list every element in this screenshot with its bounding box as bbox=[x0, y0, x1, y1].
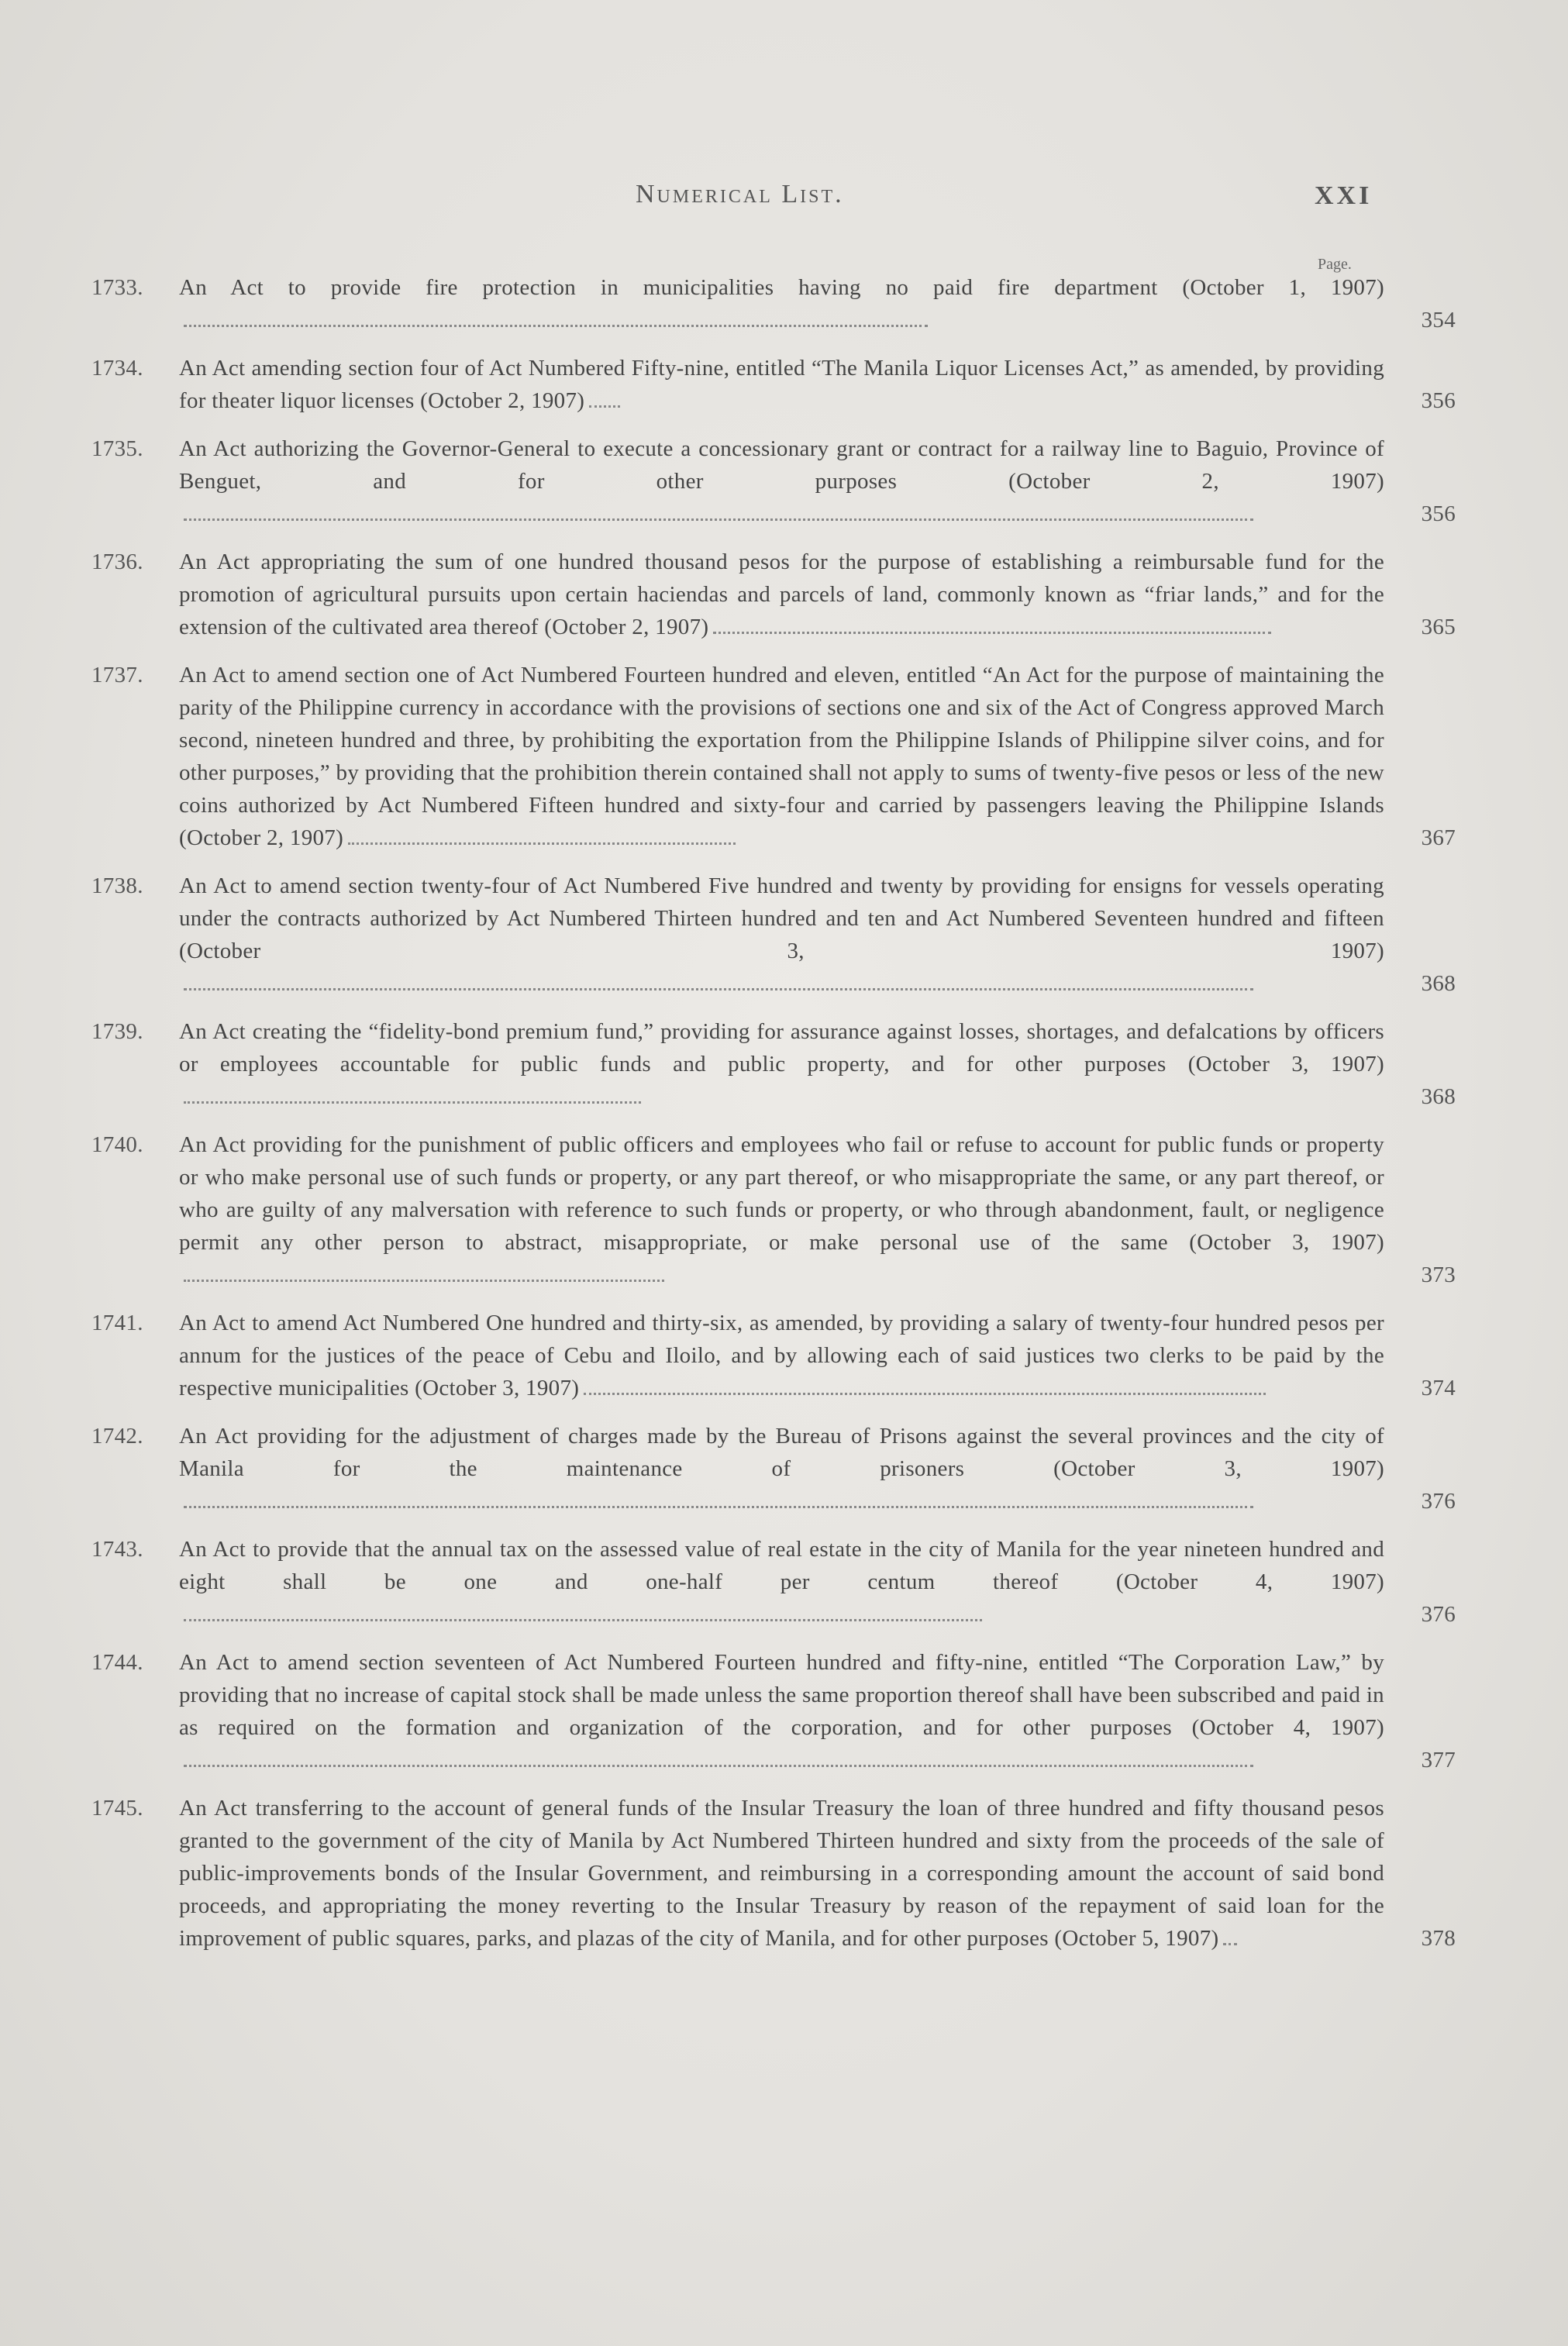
entry-number: 1733. bbox=[91, 275, 143, 300]
entry-number: 1734. bbox=[91, 356, 143, 381]
entry-page-number: 376 bbox=[1421, 1489, 1456, 1514]
entry-description: An Act to amend Act Numbered One hundred and thirty-six, as amended, by providing a salary of twenty-four hundred pesos per annum for the justices of the peace of Cebu and Iloilo, and by allowing each of said justices two clerks to be paid by the respective municipalities (October 3, 1907) bbox=[179, 1311, 1384, 1400]
entry-description: An Act providing for the adjustment of charges made by the Bureau of Prisons against the several provinces and the city of Manila for the maintenance of prisoners (October 3, 1907) bbox=[179, 1420, 1384, 1517]
list-entry bbox=[91, 1646, 1456, 1776]
dot-leader bbox=[589, 399, 620, 408]
list-entry bbox=[91, 870, 1456, 1000]
numerical-list bbox=[91, 271, 1456, 1970]
dot-leader bbox=[184, 1095, 641, 1104]
page-number: XXI bbox=[1315, 181, 1373, 210]
list-entry bbox=[91, 1128, 1456, 1291]
entry-page-number: 356 bbox=[1421, 388, 1456, 413]
entry-description: An Act to amend section one of Act Numbered Fourteen hundred and eleven, entitled “An Act for the purpose of maintaining the parity of the Philippine currency in accordance with the provisions of sections one and six of the Act of Congress approved March second, nineteen hundred and three, by prohibiting the exportation from the Philippine Islands of Philippine silver coins, and for other purposes,” by providing that the prohibition therein contained shall not apply to sums of twenty-five pesos or less of the new coins authorized by Act Numbered Fifteen hundred and sixty-four and carried by passengers leaving the Philippine Islands (October 2, 1907) bbox=[179, 663, 1384, 850]
dot-leader bbox=[713, 625, 1271, 634]
entry-number: 1737. bbox=[91, 663, 143, 687]
entry-description: An Act to amend section twenty-four of Act Numbered Five hundred and twenty by providing for ensigns for vessels operating under the contracts authorized by Act Numbered Thirteen hundred and ten and Act Numbered Seventeen hundred and fifteen (October 3, 1907) bbox=[179, 870, 1384, 1000]
entry-description: An Act to amend section seventeen of Act Numbered Fourteen hundred and fifty-nine, entitled “The Corporation Law,” by providing that no increase of capital stock shall be made unless the same proportion thereof shall have been subscribed and paid in as required on the formation and organization of the corporation, and for other purposes (October 4, 1907) bbox=[179, 1646, 1384, 1776]
dot-leader bbox=[184, 512, 1253, 521]
entry-page-number: 368 bbox=[1421, 1084, 1456, 1109]
dot-leader bbox=[184, 1759, 1253, 1767]
entry-description: An Act providing for the punishment of public officers and employees who fail or refuse to account for public funds or property or who make personal use of such funds or property, or any part thereof, or who misappropriate the same, or any part thereof, or who are guilty of any malversation with reference to such funds or property, or who through abandonment, fault, or negligence permit any other person to abstract, misappropriate, or make personal use of the same (October 3, 1907) bbox=[179, 1128, 1384, 1291]
page-column-label: Page. bbox=[1318, 256, 1352, 273]
entry-page-number: 354 bbox=[1421, 308, 1456, 332]
dot-leader bbox=[348, 836, 736, 845]
entry-description: An Act to provide that the annual tax on the assessed value of real estate in the city of Manila for the year nineteen hundred and eight shall be one and one-half per centum thereof (October 4, 1907) bbox=[179, 1533, 1384, 1631]
entry-number: 1741. bbox=[91, 1311, 143, 1335]
list-entry bbox=[91, 271, 1456, 336]
entry-number: 1739. bbox=[91, 1019, 143, 1044]
entry-page-number: 373 bbox=[1421, 1263, 1456, 1287]
entry-page-number: 376 bbox=[1421, 1602, 1456, 1627]
list-entry bbox=[91, 546, 1456, 643]
page-header bbox=[0, 172, 1568, 219]
entry-description: An Act transferring to the account of general funds of the Insular Treasury the loan of three hundred and fifty thousand pesos granted to the government of the city of Manila by Act Numbered Thirteen hundred and sixty from the proceeds of the sale of public-improvements bonds of the Insular Government, and reimbursing in a corresponding amount the account of said bond proceeds, and appropriating the money reverting to the Insular Treasury by reason of the repayment of said loan for the improvement of public squares, parks, and plazas of the city of Manila, and for other purposes (October 5, 1907) bbox=[179, 1796, 1384, 1951]
entry-number: 1742. bbox=[91, 1424, 143, 1449]
entry-page-number: 365 bbox=[1421, 615, 1456, 639]
dot-leader bbox=[184, 1500, 1253, 1508]
list-entry bbox=[91, 1307, 1456, 1404]
entry-description: An Act appropriating the sum of one hundred thousand pesos for the purpose of establishing a reimbursable fund for the promotion of agricultural pursuits upon certain haciendas and parcels of land, commonly known as “friar lands,” and for the extension of the cultivated area thereof (October 2, 1907) bbox=[179, 549, 1384, 639]
dot-leader bbox=[1223, 1937, 1237, 1945]
entry-page-number: 367 bbox=[1421, 825, 1456, 850]
entry-number: 1740. bbox=[91, 1132, 143, 1157]
dot-leader bbox=[184, 1613, 982, 1621]
entry-page-number: 368 bbox=[1421, 971, 1456, 996]
entry-page-number: 374 bbox=[1421, 1376, 1456, 1400]
entry-description: An Act creating the “fidelity-bond premium fund,” providing for assurance against losses, shortages, and defalcations by officers or employees accountable for public funds and public property, and for other purposes (October 3, 1907) bbox=[179, 1015, 1384, 1113]
list-entry bbox=[91, 1792, 1456, 1955]
list-entry bbox=[91, 432, 1456, 530]
entry-number: 1735. bbox=[91, 436, 143, 461]
list-entry bbox=[91, 659, 1456, 854]
entry-page-number: 378 bbox=[1421, 1926, 1456, 1951]
entry-number: 1745. bbox=[91, 1796, 143, 1821]
entry-number: 1736. bbox=[91, 549, 143, 574]
entry-page-number: 377 bbox=[1421, 1748, 1456, 1772]
dot-leader bbox=[184, 319, 928, 327]
entry-number: 1744. bbox=[91, 1650, 143, 1675]
page-title: Numerical List. bbox=[636, 180, 844, 208]
entry-description: An Act amending section four of Act Numbered Fifty-nine, entitled “The Manila Liquor Licenses Act,” as amended, by providing for theater liquor licenses (October 2, 1907) bbox=[179, 356, 1384, 413]
entry-number: 1738. bbox=[91, 873, 143, 898]
entry-number: 1743. bbox=[91, 1537, 143, 1562]
entry-description: An Act authorizing the Governor-General to execute a concessionary grant or contract for a railway line to Baguio, Province of Benguet, and for other purposes (October 2, 1907) bbox=[179, 432, 1384, 530]
entry-page-number: 356 bbox=[1421, 501, 1456, 526]
entry-description: An Act to provide fire protection in municipalities having no paid fire department (October 1, 1907) bbox=[179, 271, 1384, 336]
list-entry bbox=[91, 352, 1456, 417]
list-entry bbox=[91, 1533, 1456, 1631]
list-entry bbox=[91, 1420, 1456, 1517]
dot-leader bbox=[184, 1273, 664, 1282]
list-entry bbox=[91, 1015, 1456, 1113]
dot-leader bbox=[584, 1387, 1266, 1395]
dot-leader bbox=[184, 982, 1253, 990]
